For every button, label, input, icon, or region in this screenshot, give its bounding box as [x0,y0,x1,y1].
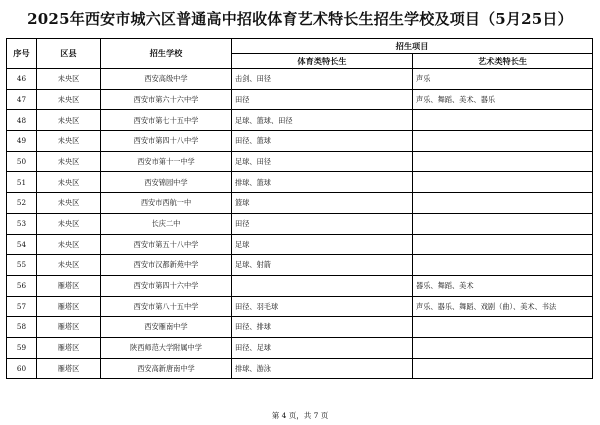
cell-no: 57 [7,296,37,317]
cell-district: 雁塔区 [37,337,101,358]
table-row [7,337,593,358]
cell-sports: 田径、排球 [232,317,413,338]
table-row [7,275,593,296]
cell-school: 陕西师范大学附属中学 [101,337,232,358]
document-title: 2025年西安市城六区普通高中招收体育艺术特长生招生学校及项目（5月25日） [27,10,573,28]
cell-school: 西安锦园中学 [101,172,232,193]
header-arts: 艺术类特长生 [413,54,593,69]
cell-arts [413,234,593,255]
schools-table [6,38,593,379]
cell-district: 未央区 [37,89,101,110]
cell-district: 雁塔区 [37,296,101,317]
cell-sports: 排球、篮球 [232,172,413,193]
cell-arts [413,337,593,358]
cell-arts [413,358,593,379]
cell-no: 60 [7,358,37,379]
cell-district: 未央区 [37,151,101,172]
table-row [7,193,593,214]
page-number: 第 4 页，共 7 页 [271,411,329,420]
cell-sports: 篮球 [232,193,413,214]
cell-sports: 足球、田径 [232,151,413,172]
cell-school: 西安高新唐南中学 [101,358,232,379]
cell-sports: 足球、射箭 [232,255,413,276]
table-row [7,358,593,379]
cell-no: 55 [7,255,37,276]
header-projects: 招生项目 [232,39,593,54]
table-row [7,255,593,276]
cell-district: 雁塔区 [37,275,101,296]
table-row [7,296,593,317]
cell-sports: 足球、篮球、田径 [232,110,413,131]
cell-no: 56 [7,275,37,296]
cell-no: 54 [7,234,37,255]
cell-sports: 击剑、田径 [232,69,413,90]
header-sports: 体育类特长生 [232,54,413,69]
cell-no: 52 [7,193,37,214]
cell-school: 西安市第六十六中学 [101,89,232,110]
cell-sports: 田径 [232,213,413,234]
cell-school: 西安市汉都新苑中学 [101,255,232,276]
cell-sports: 田径、足球 [232,337,413,358]
cell-school: 西安市第八十五中学 [101,296,232,317]
cell-district: 未央区 [37,131,101,152]
cell-no: 48 [7,110,37,131]
cell-school: 西安市西航一中 [101,193,232,214]
cell-school: 西安市第十一中学 [101,151,232,172]
cell-no: 51 [7,172,37,193]
cell-sports: 田径、篮球 [232,131,413,152]
cell-school: 西安雁南中学 [101,317,232,338]
cell-arts: 器乐、舞蹈、美术 [413,275,593,296]
cell-sports: 田径 [232,89,413,110]
table-row [7,317,593,338]
table-row [7,89,593,110]
cell-school: 西安市第五十八中学 [101,234,232,255]
cell-district: 雁塔区 [37,358,101,379]
cell-school: 长庆二中 [101,213,232,234]
cell-arts [413,110,593,131]
header-row [7,39,593,54]
cell-district: 未央区 [37,213,101,234]
cell-sports [232,275,413,296]
cell-district: 未央区 [37,255,101,276]
cell-district: 未央区 [37,193,101,214]
table-body [7,69,593,379]
table-row [7,213,593,234]
cell-sports: 足球 [232,234,413,255]
header-district: 区县 [37,39,101,69]
cell-arts [413,255,593,276]
header-school: 招生学校 [101,39,232,69]
cell-sports: 排球、游泳 [232,358,413,379]
cell-no: 47 [7,89,37,110]
cell-sports: 田径、羽毛球 [232,296,413,317]
cell-arts [413,213,593,234]
cell-arts [413,317,593,338]
cell-no: 59 [7,337,37,358]
cell-school: 西安市第七十五中学 [101,110,232,131]
table-row [7,234,593,255]
table-row [7,110,593,131]
cell-school: 西安市第四十六中学 [101,275,232,296]
cell-arts: 声乐 [413,69,593,90]
cell-arts [413,172,593,193]
cell-arts: 声乐、器乐、舞蹈、戏剧（曲）、美术、书法 [413,296,593,317]
cell-district: 未央区 [37,69,101,90]
cell-no: 46 [7,69,37,90]
cell-school: 西安高级中学 [101,69,232,90]
cell-district: 未央区 [37,110,101,131]
cell-school: 西安市第四十八中学 [101,131,232,152]
header-no: 序号 [7,39,37,69]
cell-district: 未央区 [37,172,101,193]
cell-no: 53 [7,213,37,234]
table-row [7,151,593,172]
table-row [7,131,593,152]
cell-no: 58 [7,317,37,338]
cell-no: 50 [7,151,37,172]
cell-district: 雁塔区 [37,317,101,338]
cell-no: 49 [7,131,37,152]
cell-arts [413,193,593,214]
table-row [7,172,593,193]
cell-arts: 声乐、舞蹈、美术、器乐 [413,89,593,110]
table-row [7,69,593,90]
cell-arts [413,151,593,172]
cell-arts [413,131,593,152]
cell-district: 未央区 [37,234,101,255]
